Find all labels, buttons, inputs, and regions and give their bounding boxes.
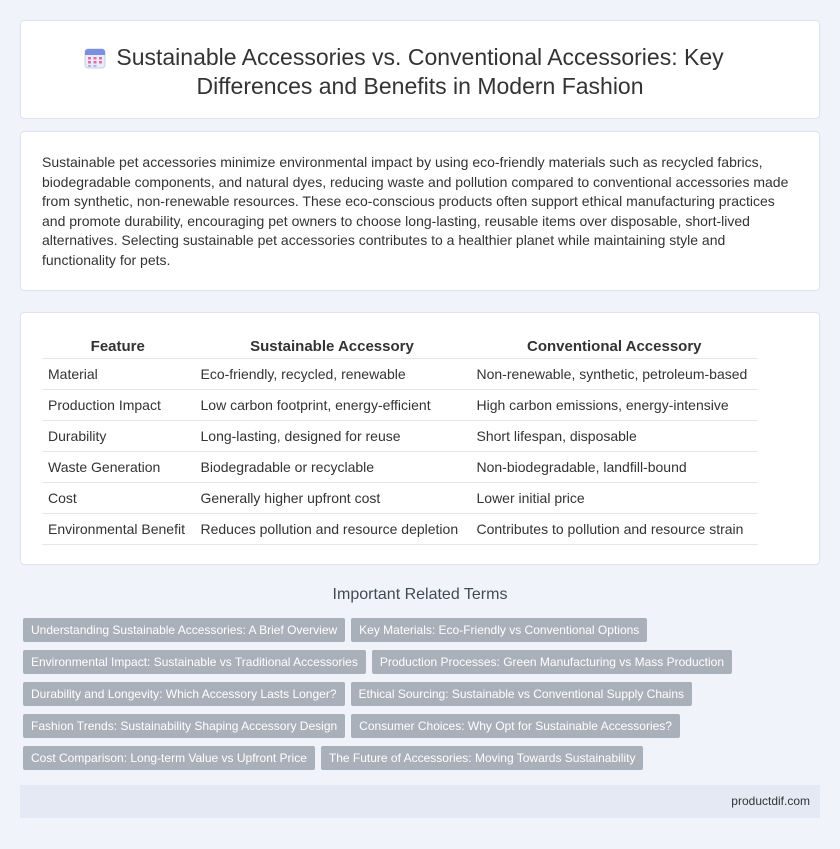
comparison-table	[42, 334, 758, 545]
cell-conventional: Non-biodegradable, landfill-bound	[470, 451, 758, 482]
page-title: Sustainable Accessories vs. Conventional Accessories: Key Differences and Benefits in Modern Fashion	[116, 44, 724, 99]
cell-feature: Waste Generation	[42, 451, 194, 482]
related-term-tag[interactable]: The Future of Accessories: Moving Towards Sustainability	[321, 746, 644, 770]
related-term-tag[interactable]: Environmental Impact: Sustainable vs Traditional Accessories	[23, 650, 366, 674]
related-terms-list	[23, 618, 823, 778]
related-term-tag[interactable]: Ethical Sourcing: Sustainable vs Conventional Supply Chains	[351, 682, 693, 706]
header-card	[20, 20, 820, 119]
related-term-tag[interactable]: Production Processes: Green Manufacturing vs Mass Production	[372, 650, 732, 674]
tag-row	[23, 746, 823, 770]
table-row	[42, 513, 758, 544]
footer	[20, 785, 820, 818]
header-feature: Feature	[42, 334, 194, 358]
table-row	[42, 420, 758, 451]
cell-conventional: High carbon emissions, energy-intensive	[470, 389, 758, 420]
related-term-tag[interactable]: Cost Comparison: Long-term Value vs Upfront Price	[23, 746, 315, 770]
cell-conventional: Lower initial price	[470, 482, 758, 513]
intro-card	[20, 131, 820, 291]
cell-sustainable: Low carbon footprint, energy-efficient	[194, 389, 470, 420]
related-term-tag[interactable]: Fashion Trends: Sustainability Shaping Accessory Design	[23, 714, 345, 738]
related-term-tag[interactable]: Key Materials: Eco-Friendly vs Conventional Options	[351, 618, 647, 642]
table-header-row	[42, 334, 758, 358]
cell-feature: Cost	[42, 482, 194, 513]
table-row	[42, 358, 758, 389]
related-term-tag[interactable]: Durability and Longevity: Which Accessory Lasts Longer?	[23, 682, 345, 706]
table-row	[42, 451, 758, 482]
tag-row	[23, 618, 823, 642]
tag-row	[23, 682, 823, 706]
cell-sustainable: Generally higher upfront cost	[194, 482, 470, 513]
cell-sustainable: Eco-friendly, recycled, renewable	[194, 358, 470, 389]
footer-site-link[interactable]: productdif.com	[731, 794, 810, 808]
cell-sustainable: Biodegradable or recyclable	[194, 451, 470, 482]
cell-sustainable: Reduces pollution and resource depletion	[194, 513, 470, 544]
cell-feature: Environmental Benefit	[42, 513, 194, 544]
table-row	[42, 389, 758, 420]
tag-row	[23, 650, 823, 674]
cell-feature: Production Impact	[42, 389, 194, 420]
intro-paragraph: Sustainable pet accessories minimize environmental impact by using eco-friendly materials such as recycled fabrics, biodegradable components, and natural dyes, reducing waste and pollution compared to conventional accessories made from synthetic, non-renewable resources. These eco-conscious products often support ethical manufacturing practices and promote durability, encouraging pet owners to choose long-lasting, reusable items over disposable, short-lived alternatives. Selecting sustainable pet accessories contributes to a healthier planet while maintaining style and functionality for pets.	[42, 154, 789, 268]
cell-conventional: Non-renewable, synthetic, petroleum-based	[470, 358, 758, 389]
related-terms-heading: Important Related Terms	[332, 586, 508, 603]
header-sustainable: Sustainable Accessory	[194, 334, 470, 358]
cell-sustainable: Long-lasting, designed for reuse	[194, 420, 470, 451]
tag-row	[23, 714, 823, 738]
table-row	[42, 482, 758, 513]
cell-feature: Material	[42, 358, 194, 389]
comparison-table-card	[20, 312, 820, 565]
cell-conventional: Short lifespan, disposable	[470, 420, 758, 451]
related-term-tag[interactable]: Understanding Sustainable Accessories: A Brief Overview	[23, 618, 345, 642]
title-wrap	[21, 43, 819, 101]
header-conventional: Conventional Accessory	[470, 334, 758, 358]
related-term-tag[interactable]: Consumer Choices: Why Opt for Sustainable Accessories?	[351, 714, 680, 738]
cell-conventional: Contributes to pollution and resource strain	[470, 513, 758, 544]
cell-feature: Durability	[42, 420, 194, 451]
